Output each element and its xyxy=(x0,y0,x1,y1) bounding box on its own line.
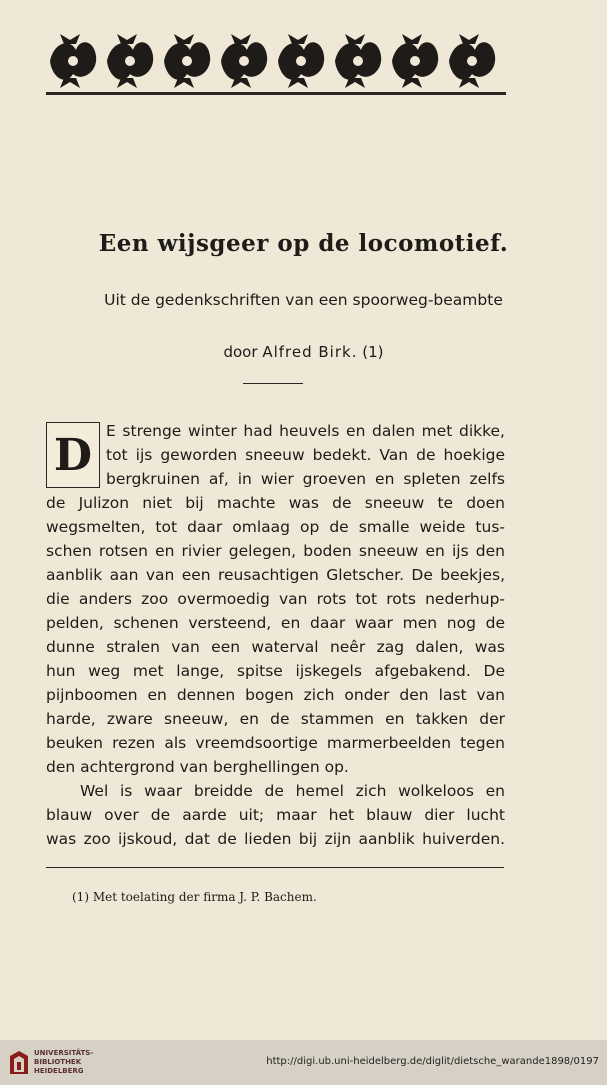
body-line: harde, zware sneeuw, en de stammen en takken der xyxy=(46,710,505,728)
ornament-band xyxy=(46,30,506,92)
body-line: Wel is waar breidde de hemel zich wolkeloos en xyxy=(80,782,505,800)
library-name-line: BIBLIOTHEK xyxy=(34,1058,82,1066)
body-line: den achtergrond van berghellingen op. xyxy=(46,758,349,776)
body-line: wegsmelten, tot daar omlaag op de smalle weide tus- xyxy=(46,518,505,536)
body-line: blauw over de aarde uit; maar het blauw dier lucht xyxy=(46,806,505,824)
library-name xyxy=(34,1049,93,1076)
body-line: de Julizon niet bij machte was de sneeuw te doen xyxy=(46,494,505,512)
body-line: bergkruinen af, in wier groeven en spleten zelfs xyxy=(106,470,505,488)
body-line: E strenge winter had heuvels en dalen met dikke, xyxy=(106,422,505,440)
body-line: schen rotsen en rivier gelegen, boden sneeuw en ijs den xyxy=(46,542,505,560)
body-line: hun weg met lange, spitse ijskegels afgebakend. De xyxy=(46,662,505,680)
viewer-footer xyxy=(0,1040,607,1085)
library-name-line: UNIVERSITÄTS- xyxy=(34,1049,94,1057)
body-line: die anders zoo overmoedig van rots tot rots nederhup- xyxy=(46,590,505,608)
permalink-url[interactable]: http://digi.ub.uni-heidelberg.de/diglit/dietsche_warande1898/0197 xyxy=(266,1056,599,1067)
author-prefix: door xyxy=(223,343,258,361)
header-rule xyxy=(46,92,506,95)
body-line: beuken rezen als vreemdsoortige marmerbeelden tegen xyxy=(46,734,505,752)
footnote: (1) Met toelating der firma J. P. Bachem. xyxy=(72,890,317,904)
body-text xyxy=(46,419,505,851)
body-line: was zoo ijskoud, dat de lieden bij zijn aanblik huiverden. xyxy=(46,830,505,848)
body-line: dunne stralen van een waterval neêr zag dalen, was xyxy=(46,638,505,656)
body-line: pijnboomen en dennen bogen zich onder den last van xyxy=(46,686,505,704)
body-line: tot ijs geworden sneeuw bedekt. Van de hoekige xyxy=(106,446,505,464)
title-divider xyxy=(243,383,303,384)
body-line: aanblik aan van een reusachtigen Gletscher. De beekjes, xyxy=(46,566,505,584)
library-name-line: HEIDELBERG xyxy=(34,1067,84,1075)
author-name: Alfred Birk. xyxy=(262,343,358,361)
footnote-ref: (1) xyxy=(362,343,384,361)
footnote-rule xyxy=(46,867,504,868)
author-line xyxy=(0,343,607,361)
drop-cap: D xyxy=(46,422,100,488)
body-line: pelden, schenen versteend, en daar waar men nog de xyxy=(46,614,505,632)
chapter-title: Een wijsgeer op de locomotief. xyxy=(98,230,509,257)
chapter-subtitle: Uit de gedenkschriften van een spoorweg-beambte xyxy=(104,291,503,309)
library-logo-icon[interactable] xyxy=(8,1050,30,1076)
